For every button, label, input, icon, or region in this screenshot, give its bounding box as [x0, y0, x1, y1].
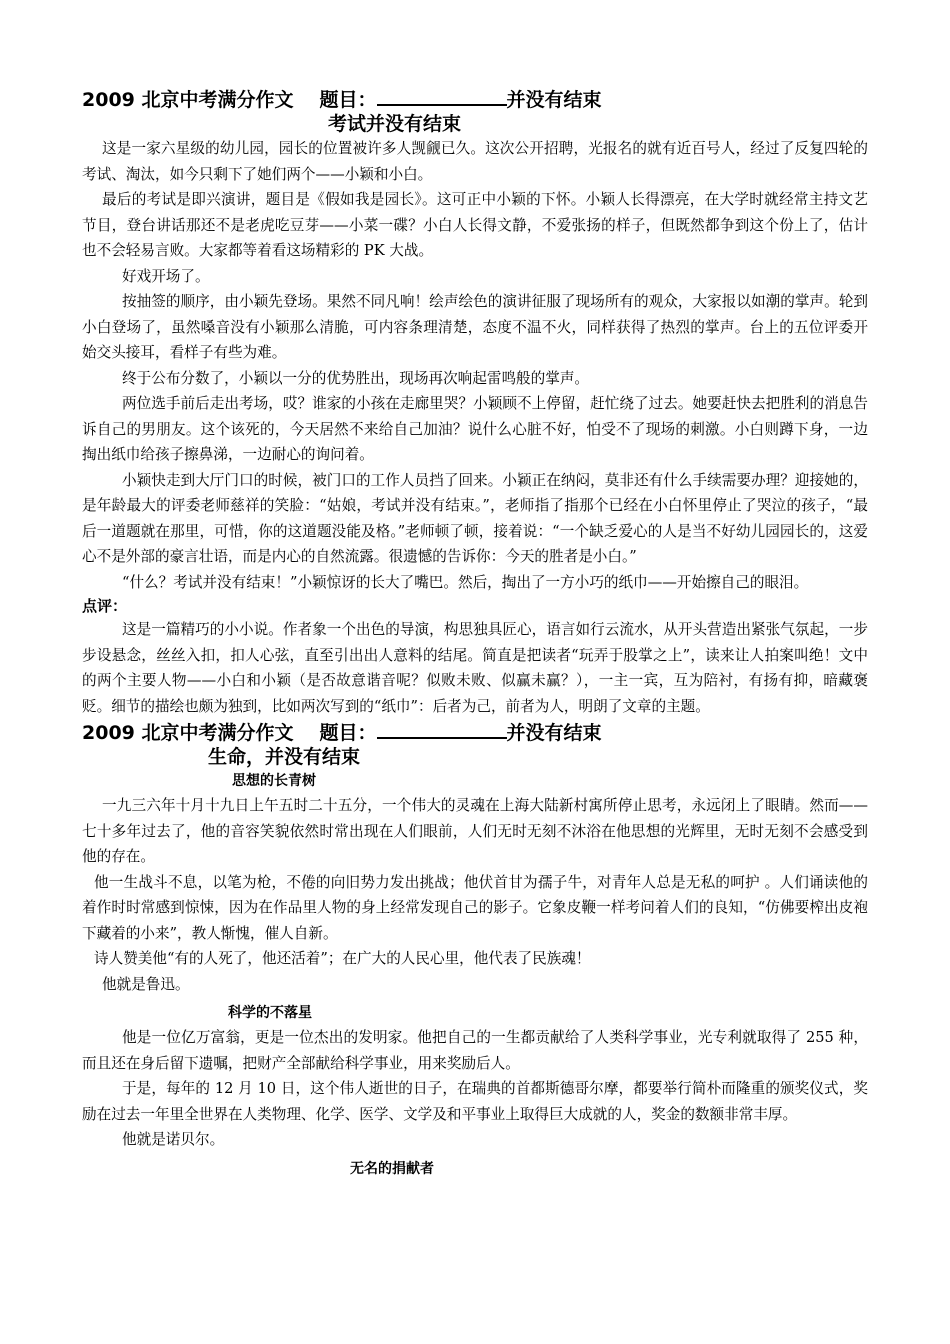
- comment-label: 点评：: [82, 597, 128, 615]
- essay2-year-title: 2009 北京中考满分作文: [82, 722, 294, 744]
- essay1-year-title: 2009 北京中考满分作文: [82, 89, 294, 111]
- essay1-title: 考试并没有结束: [328, 113, 462, 135]
- essay2-title: 生命，并没有结束: [208, 746, 361, 768]
- essay1-paragraph-6: 两位选手前后走出考场，哎？谁家的小孩在走廊里哭？小颖顾不上停留，赶忙绕了过去。她要赶快去把胜利的消息告诉自己的男朋友。这个该死的，今天居然不来给自己加油？说什么心脏不好，怕受不了现场的刺激。小白则蹲下身，一边掏出纸巾给孩子擦鼻涕，一边耐心的询问着。: [82, 395, 868, 463]
- section2-paragraph-2: 于是，每年的 12 月 10 日，这个伟人逝世的日子，在瑞典的首都斯德哥尔摩，都要举行简朴而隆重的颁奖仪式，奖励在过去一年里全世界在人类物理、化学、医学、文学及和平事业上取得巨大成就的人，奖金的数额非常丰厚。: [82, 1080, 868, 1123]
- section1-paragraph-1: 一九三六年十月十九日上午五时二十五分，一个伟大的灵魂在上海大陆新村寓所停止思考，永远闭上了眼睛。然而——七十多年过去了，他的音容笑貌依然时常出现在人们眼前，人们无时无刻不沐浴在他思想的光辉里，无时无刻不会感受到他的存在。: [82, 797, 868, 865]
- document-page: [82, 86, 868, 1181]
- section2-heading: 科学的不落星: [228, 1005, 312, 1021]
- essay1-topic-blank: [377, 86, 507, 106]
- comment-paragraph: 这是一篇精巧的小小说。作者象一个出色的导演，构思独具匠心，语言如行云流水，从开头营造出紧张气氛起，一步步设悬念，丝丝入扣，扣人心弦，直至引出出人意料的结尾。简直是把读者“玩弄于股掌之上”，读来让人拍案叫绝！文中的两个主要人物——小白和小颖（是否故意谐音呢？似败未败、似赢未赢？），一主一宾，互为陪衬，有扬有抑，暗藏褒贬。细节的描绘也颇为独到，比如两次写到的“纸巾”：后者为己，前者为人，明朗了文章的主题。: [82, 621, 868, 715]
- essay2-topic-prefix: 题目：: [319, 722, 377, 744]
- essay1-paragraph-1: 这是一家六星级的幼儿园，园长的位置被许多人觊觎已久。这次公开招聘，光报名的就有近百号人，经过了反复四轮的考试、淘汰，如今只剩下了她们两个——小颖和小白。: [82, 140, 868, 183]
- essay1-paragraph-7: 小颖快走到大厅门口的时候，被门口的工作人员挡了回来。小颖正在纳闷，莫非还有什么手续需要办理？迎接她的，是年龄最大的评委老师慈祥的笑脸：“姑娘，考试并没有结束。”，老师指了指那个已经在小白怀里停止了哭泣的孩子，“最后一道题就在那里，可惜，你的这道题没能及格。”老师顿了顿，接着说：“一个缺乏爱心的人是当不好幼儿园园长的，这爱心不是外部的豪言壮语，而是内心的自然流露。很遗憾的告诉你：今天的胜者是小白。”: [82, 471, 868, 565]
- essay2-topic-blank: [377, 719, 507, 739]
- essay1-paragraph-4: 按抽签的顺序，由小颖先登场。果然不同凡响！绘声绘色的演讲征服了现场所有的观众，大家报以如潮的掌声。轮到小白登场了，虽然嗓音没有小颖那么清脆，可内容条理清楚，态度不温不火，同样获得了热烈的掌声。台上的五位评委开始交头接耳，看样子有些为难。: [82, 293, 868, 361]
- essay2-topic-suffix: 并没有结束: [506, 722, 602, 744]
- section2-paragraph-3: 他就是诺贝尔。: [122, 1131, 225, 1148]
- section3-heading: 无名的捐献者: [350, 1160, 434, 1177]
- essay1-paragraph-5: 终于公布分数了，小颖以一分的优势胜出，现场再次响起雷鸣般的掌声。: [122, 369, 590, 387]
- section1-paragraph-3: 诗人赞美他“有的人死了，他还活着”；在广大的人民心里，他代表了民族魂！: [94, 950, 591, 967]
- section1-heading: 思想的长青树: [232, 773, 316, 789]
- essay1-paragraph-2: 最后的考试是即兴演讲，题目是《假如我是园长》。这可正中小颖的下怀。小颖人长得漂亮，在大学时就经常主持文艺节目，登台讲话那还不是老虎吃豆芽——小菜一碟？小白人长得文静，不爱张扬的样子，但既然都争到这个份上了，估计也不会轻易言败。大家都等着看这场精彩的 PK 大战。: [82, 191, 868, 259]
- essay1-header: [82, 86, 868, 112]
- essay1-topic-suffix: 并没有结束: [506, 89, 602, 111]
- section1-paragraph-2: 他一生战斗不息，以笔为枪，不倦的向旧势力发出挑战；他伏首甘为孺子牛，对青年人总是无私的呵护 。人们诵读他的着作时时常感到惊悚，因为在作品里人物的身上经常发现自己的影子。它象皮鞭一样考问着人们的良知，“仿佛要榨出皮袍下藏着的小来”，教人惭愧，催人自新。: [82, 873, 868, 942]
- essay2-header: [82, 719, 868, 745]
- essay1-paragraph-8: “什么？考试并没有结束！”小颖惊讶的长大了嘴巴。然后，掏出了一方小巧的纸巾——开始擦自己的眼泪。: [122, 573, 809, 591]
- section2-paragraph-1: 他是一位亿万富翁，更是一位杰出的发明家。他把自己的一生都贡献给了人类科学事业，光专利就取得了 255 种，而且还在身后留下遗嘱，把财产全部献给科学事业，用来奖励后人。: [82, 1029, 868, 1072]
- essay1-topic-prefix: 题目：: [319, 89, 377, 111]
- essay1-paragraph-3: 好戏开场了。: [122, 267, 210, 285]
- section1-paragraph-4: 他就是鲁迅。: [102, 975, 190, 993]
